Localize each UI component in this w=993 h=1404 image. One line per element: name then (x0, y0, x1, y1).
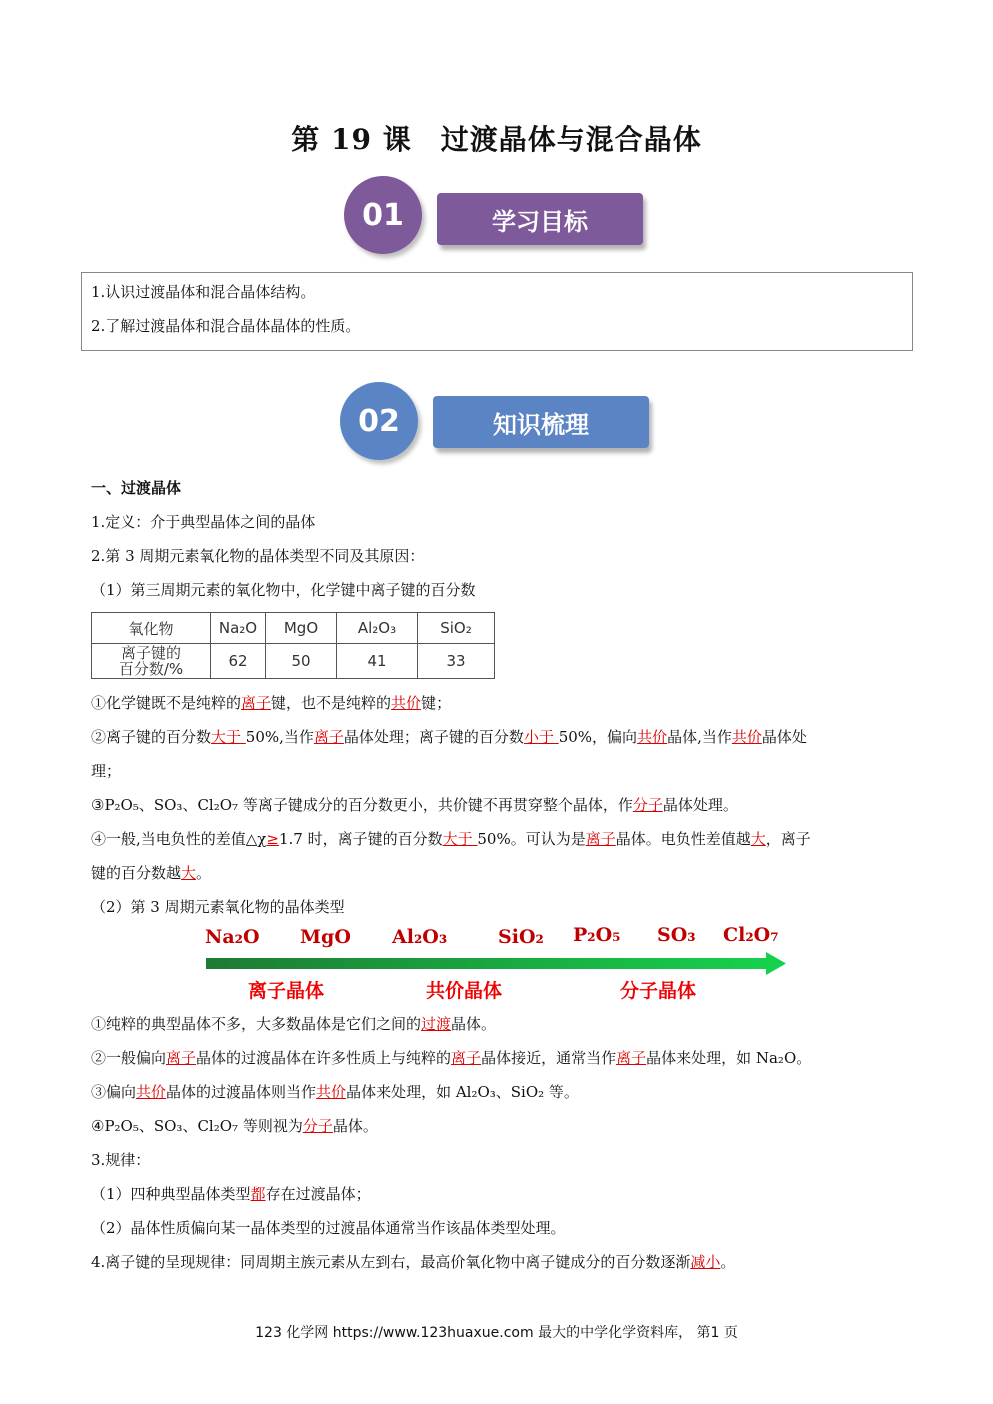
compound-label: Na₂O (205, 926, 260, 948)
blank-answer: 分子 (302, 1117, 333, 1135)
blank-answer: 离子 (616, 1049, 647, 1067)
section1-label: 学习目标 (437, 193, 643, 245)
crystal-type-diagram (200, 924, 800, 1004)
compound-label: SO₃ (657, 924, 696, 946)
table-header: SiO₂ (418, 613, 495, 644)
note-2-cont: 理； (91, 762, 122, 780)
blank-answer: 减小 (690, 1253, 721, 1271)
table-cell: 33 (418, 644, 495, 679)
mnote-3: ③偏向共价晶体的过渡晶体则当作共价晶体来处理，如 Al₂O₃、SiO₂ 等。 (91, 1083, 579, 1101)
page-title: 第 19 课 过渡晶体与混合晶体 (291, 123, 702, 156)
paragraph-4: 4.离子键的呈现规律：同周期主族元素从左到右，最高价氧化物中离子键成分的百分数逐渐减小。 (91, 1253, 736, 1271)
goal-item: 1.认识过渡晶体和混合晶体结构。 (91, 283, 316, 301)
blank-answer: 分子 (632, 796, 663, 814)
goal-item: 2.了解过渡晶体和混合晶体晶体的性质。 (91, 317, 361, 335)
compound-label: SiO₂ (498, 926, 544, 948)
paragraph-2: 2.第 3 周期元素氧化物的晶体类型不同及其原因： (91, 547, 425, 565)
table-header: Na₂O (211, 613, 266, 644)
goals-box (81, 272, 913, 351)
blank-answer: 大于 (211, 728, 246, 746)
paragraph-2-1: （1）第三周期元素的氧化物中，化学键中离子键的百分数 (91, 581, 476, 599)
note-4-cont: 键的百分数越大。 (91, 864, 212, 882)
blank-answer: 小于 (523, 728, 559, 746)
table-cell: 41 (337, 644, 418, 679)
rule-1: （1）四种典型晶体类型都存在过渡晶体； (91, 1185, 371, 1203)
blank-answer: 共价 (391, 694, 422, 712)
page-footer: 123 化学网 https://www.123huaxue.com 最大的中学化学资料库， 第1 页 (255, 1325, 738, 1341)
table-cell: 62 (211, 644, 266, 679)
row-label-line: 离子键的 (120, 644, 181, 662)
blank-answer: 共价 (136, 1083, 167, 1101)
blank-answer: 大于 (442, 830, 478, 848)
category-label: 离子晶体 (248, 980, 325, 1002)
blank-answer: 离子 (166, 1049, 197, 1067)
blank-answer: 离子 (241, 694, 272, 712)
category-label: 共价晶体 (426, 980, 503, 1002)
category-label: 分子晶体 (620, 980, 697, 1002)
rule-2: （2）晶体性质偏向某一晶体类型的过渡晶体通常当作该晶体类型处理。 (91, 1219, 566, 1237)
blank-answer: 大 (181, 864, 197, 882)
compound-label: MgO (300, 926, 351, 948)
table-header: MgO (266, 613, 337, 644)
table-row-label (92, 644, 211, 679)
blank-answer: 共价 (637, 728, 668, 746)
blank-answer: 共价 (731, 728, 762, 746)
paragraph-2-2: （2）第 3 周期元素氧化物的晶体类型 (91, 898, 345, 916)
gradient-arrow (206, 952, 790, 976)
table-header: Al₂O₃ (337, 613, 418, 644)
note-2: ②离子键的百分数大于 50%,当作离子晶体处理；离子键的百分数小于 50%，偏向共价晶体,当作共价晶体处 (91, 728, 807, 746)
blank-answer: 过渡 (421, 1015, 452, 1033)
mnote-1: ①纯粹的典型晶体不多，大多数晶体是它们之间的过渡晶体。 (91, 1015, 497, 1033)
mnote-4: ④P₂O₅、SO₃、Cl₂O₇ 等则视为分子晶体。 (91, 1117, 378, 1135)
blank-answer: 共价 (316, 1083, 347, 1101)
blank-answer: 都 (250, 1185, 266, 1203)
definition: 1.定义：介于典型晶体之间的晶体 (91, 513, 316, 531)
compound-label: P₂O₅ (573, 924, 621, 946)
rule-heading: 3.规律： (91, 1151, 151, 1169)
ionic-bond-table (91, 612, 495, 679)
note-3: ③P₂O₅、SO₃、Cl₂O₇ 等离子键成分的百分数更小，共价键不再贯穿整个晶体，作分子晶体处理。 (91, 796, 738, 814)
row-label-line: 百分数/% (118, 660, 184, 678)
mnote-2: ②一般偏向离子晶体的过渡晶体在许多性质上与纯粹的离子晶体接近，通常当作离子晶体来处理，如 Na₂O。 (91, 1049, 812, 1067)
section1-number: 01 (344, 176, 422, 254)
table-cell: 50 (266, 644, 337, 679)
blank-answer: 大 (750, 830, 766, 848)
blank-answer: 离子 (313, 728, 344, 746)
heading-transition-crystal: 一、过渡晶体 (91, 479, 182, 497)
section2-label: 知识梳理 (433, 396, 649, 448)
compound-label: Cl₂O₇ (723, 924, 779, 946)
compound-label: Al₂O₃ (392, 926, 448, 948)
note-4: ④一般,当电负性的差值△χ≥1.7 时，离子键的百分数大于 50%。可认为是离子晶体。电负性差值越大，离子 (91, 830, 811, 848)
blank-answer: 离子 (451, 1049, 482, 1067)
blank-answer: 离子 (585, 830, 616, 848)
note-1: ①化学键既不是纯粹的离子键，也不是纯粹的共价键； (91, 694, 452, 712)
table-header: 氧化物 (92, 613, 211, 644)
blank-answer: ≥ (266, 830, 279, 848)
section2-number: 02 (340, 382, 418, 460)
